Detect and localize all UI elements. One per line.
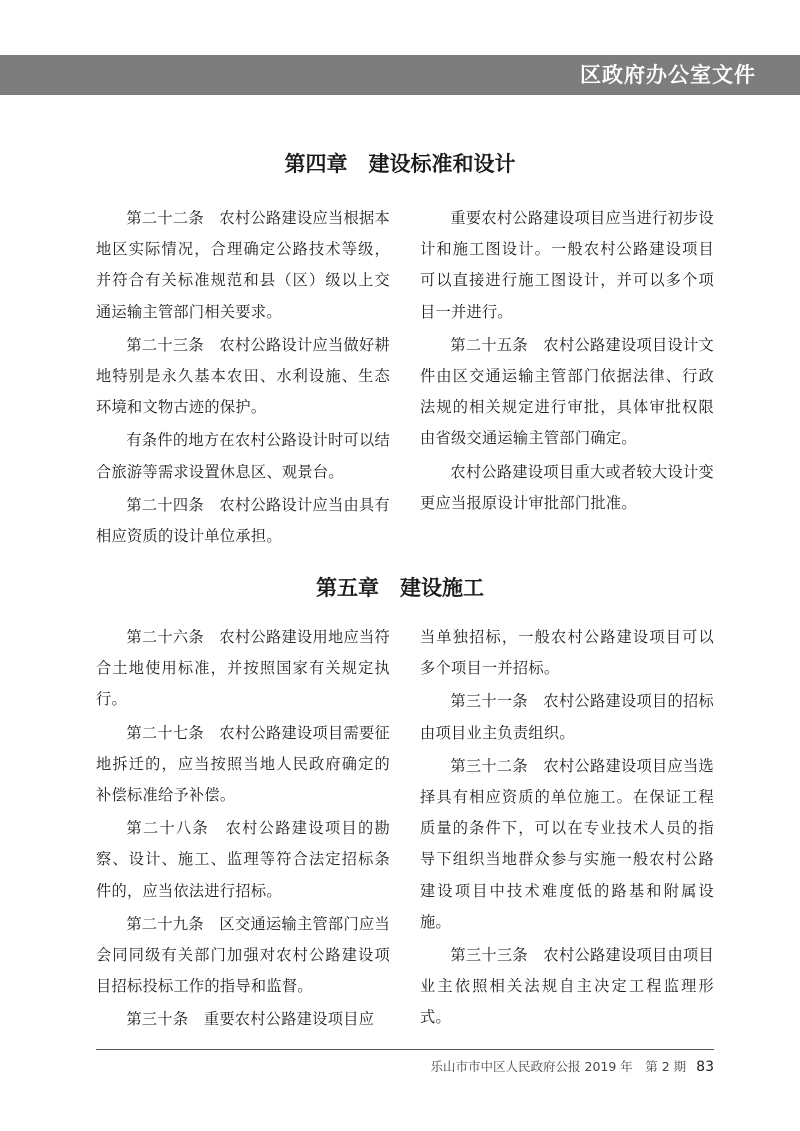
article-32: 第三十二条 农村公路建设项目应当选择具有相应资质的单位施工。在保证工程质量的条件下，可以在专业技术人员的指导下组织当地群众参与实施一般农村公路建设项目中技术难度低的路基和附属设施。 (420, 756, 714, 931)
article-33: 第三十三条 农村公路建设项目由项目业主依照相关法规自主决定工程监理形式。 (420, 946, 714, 1027)
footer-rule (96, 1049, 714, 1050)
article-31: 第三十一条 农村公路建设项目的招标由项目业主负责组织。 (420, 692, 714, 742)
article-23-paragraph-2: 有条件的地方在农村公路设计时可以结合旅游等需求设置休息区、观景台。 (96, 431, 390, 481)
article-24-paragraph-2: 重要农村公路建设项目应当进行初步设计和施工图设计。一般农村公路建设项目可以直接进行施工图设计，并可以多个项目一并进行。 (420, 209, 714, 321)
article-23: 第二十三条 农村公路设计应当做好耕地特别是永久基本农田、水利设施、生态环境和文物古迹的保护。 (96, 335, 390, 417)
article-25-paragraph-2: 农村公路建设项目重大或者较大设计变更应当报原设计审批部门批准。 (420, 462, 714, 512)
chapter-4-right-column (420, 203, 714, 519)
header-bar (0, 55, 800, 95)
article-30-continuation: 当单独招标，一般农村公路建设项目可以多个项目一并招标。 (420, 628, 714, 678)
footer-publication: 乐山市市中区人民政府公报 2019 年 第 2 期 (430, 1059, 687, 1074)
article-29: 第二十九条 区交通运输主管部门应当会同同级有关部门加强对农村公路建设项目招标投标工作的指导和监督。 (96, 914, 390, 996)
article-30-start: 第三十条 重要农村公路建设项目应 (126, 1010, 375, 1029)
page-number: 83 (696, 1059, 714, 1075)
chapter-4-title: 第四章 建设标准和设计 (284, 152, 516, 176)
chapter-5-left-column (96, 622, 390, 1036)
article-25: 第二十五条 农村公路建设项目设计文件由区交通运输主管部门依据法律、行政法规的相关规定进行审批，具体审批权限由省级交通运输主管部门确定。 (420, 335, 714, 448)
chapter-5-right-column (420, 622, 714, 1034)
article-26: 第二十六条 农村公路建设用地应当符合土地使用标准，并按照国家有关规定执行。 (96, 628, 390, 709)
article-28: 第二十八条 农村公路建设项目的勘察、设计、施工、监理等符合法定招标条件的，应当依法进行招标。 (96, 819, 390, 900)
article-24: 第二十四条 农村公路设计应当由具有相应资质的设计单位承担。 (96, 495, 390, 546)
header-title: 区政府办公室文件 (580, 63, 756, 87)
article-22: 第二十二条 农村公路建设应当根据本地区实际情况，合理确定公路技术等级，并符合有关标准规范和县（区）级以上交通运输主管部门相关要求。 (96, 209, 390, 321)
chapter-5-title: 第五章 建设施工 (316, 576, 484, 600)
footer (431, 1057, 714, 1075)
chapter-4-left-column (96, 203, 390, 552)
article-27: 第二十七条 农村公路建设项目需要征地拆迁的，应当按照当地人民政府确定的补偿标准给予补偿。 (96, 723, 390, 805)
